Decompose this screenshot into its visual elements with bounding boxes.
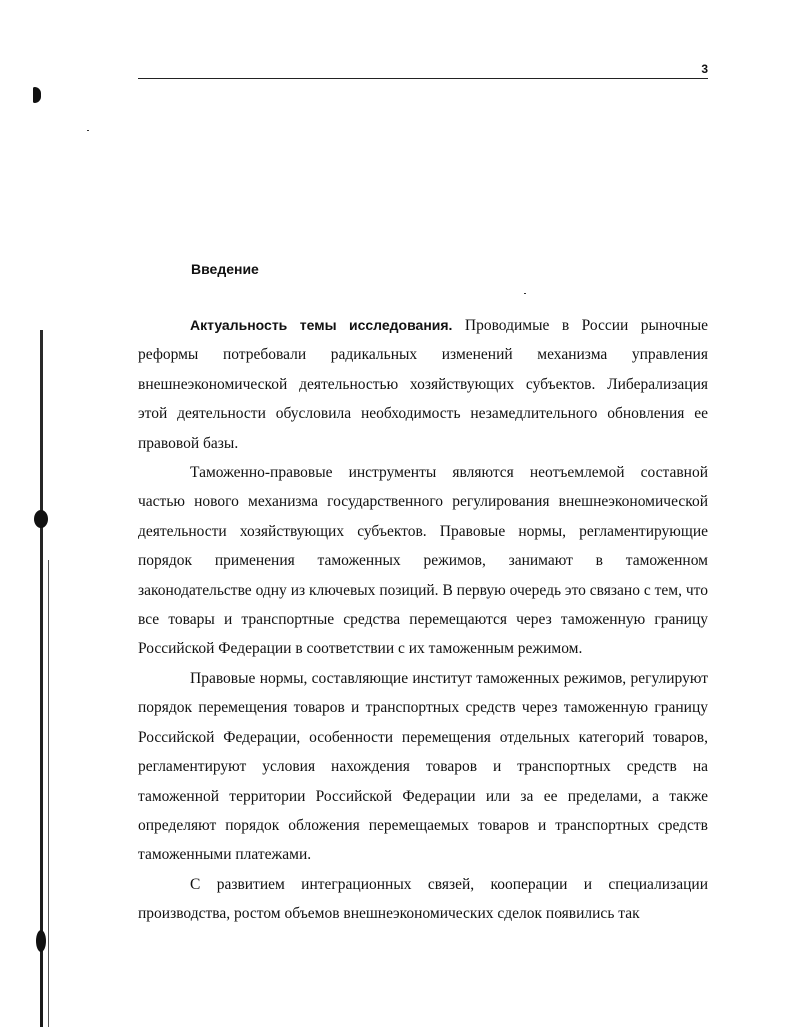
scan-binding-line [48,560,49,1027]
paragraph: Правовые нормы, составляющие институт таможенных режимов, регулируют порядок перемещения товаров и транспортных средств через таможенную границу Российской Федерации, особенности перемещения отдельных категорий товаров, регламентируют условия нахождения товаров и транспортных средств на таможенной территории Российской Федерации или за ее пределами, а также определяют порядок обложения перемещаемых товаров и транспортных средств таможенными платежами. [138,669,708,864]
paragraph-text: Проводимые в России рыночные реформы потребовали радикальных изменений механизма управления внешнеэкономической деятельностью хозяйствующих субъектов. Либерализация этой деятельности обусловила необходимость незамедлительного обновления ее правовой базы. [138,317,708,452]
header-rule [138,78,708,79]
scan-binding-edge [40,330,43,1027]
scan-hole-mark [34,510,48,528]
body-text [138,311,708,929]
scan-hole-mark [33,87,41,103]
scan-hole-mark [36,930,46,952]
scan-speck [87,130,89,131]
paragraph-lead: Актуальность темы исследования. [190,317,453,333]
section-heading: Введение [191,261,259,277]
scan-speck [524,293,526,294]
paragraph: С развитием интеграционных связей, кооперации и специализации производства, ростом объемов внешнеэкономических сделок появились так [138,875,708,923]
paragraph [138,311,708,458]
page-number: 3 [701,62,708,76]
paragraph: Таможенно-правовые инструменты являются неотъемлемой составной частью нового механизма государственного регулирования внешнеэкономической деятельности хозяйствующих субъектов. Правовые нормы, регламентирующие порядок применения таможенных режимов, занимают в таможенном законодательстве одну из ключевых позиций. В первую очередь это связано с тем, что все товары и транспортные средства перемещаются через таможенную границу Российской Федерации в соответствии с их таможенным режимом. [138,464,708,658]
